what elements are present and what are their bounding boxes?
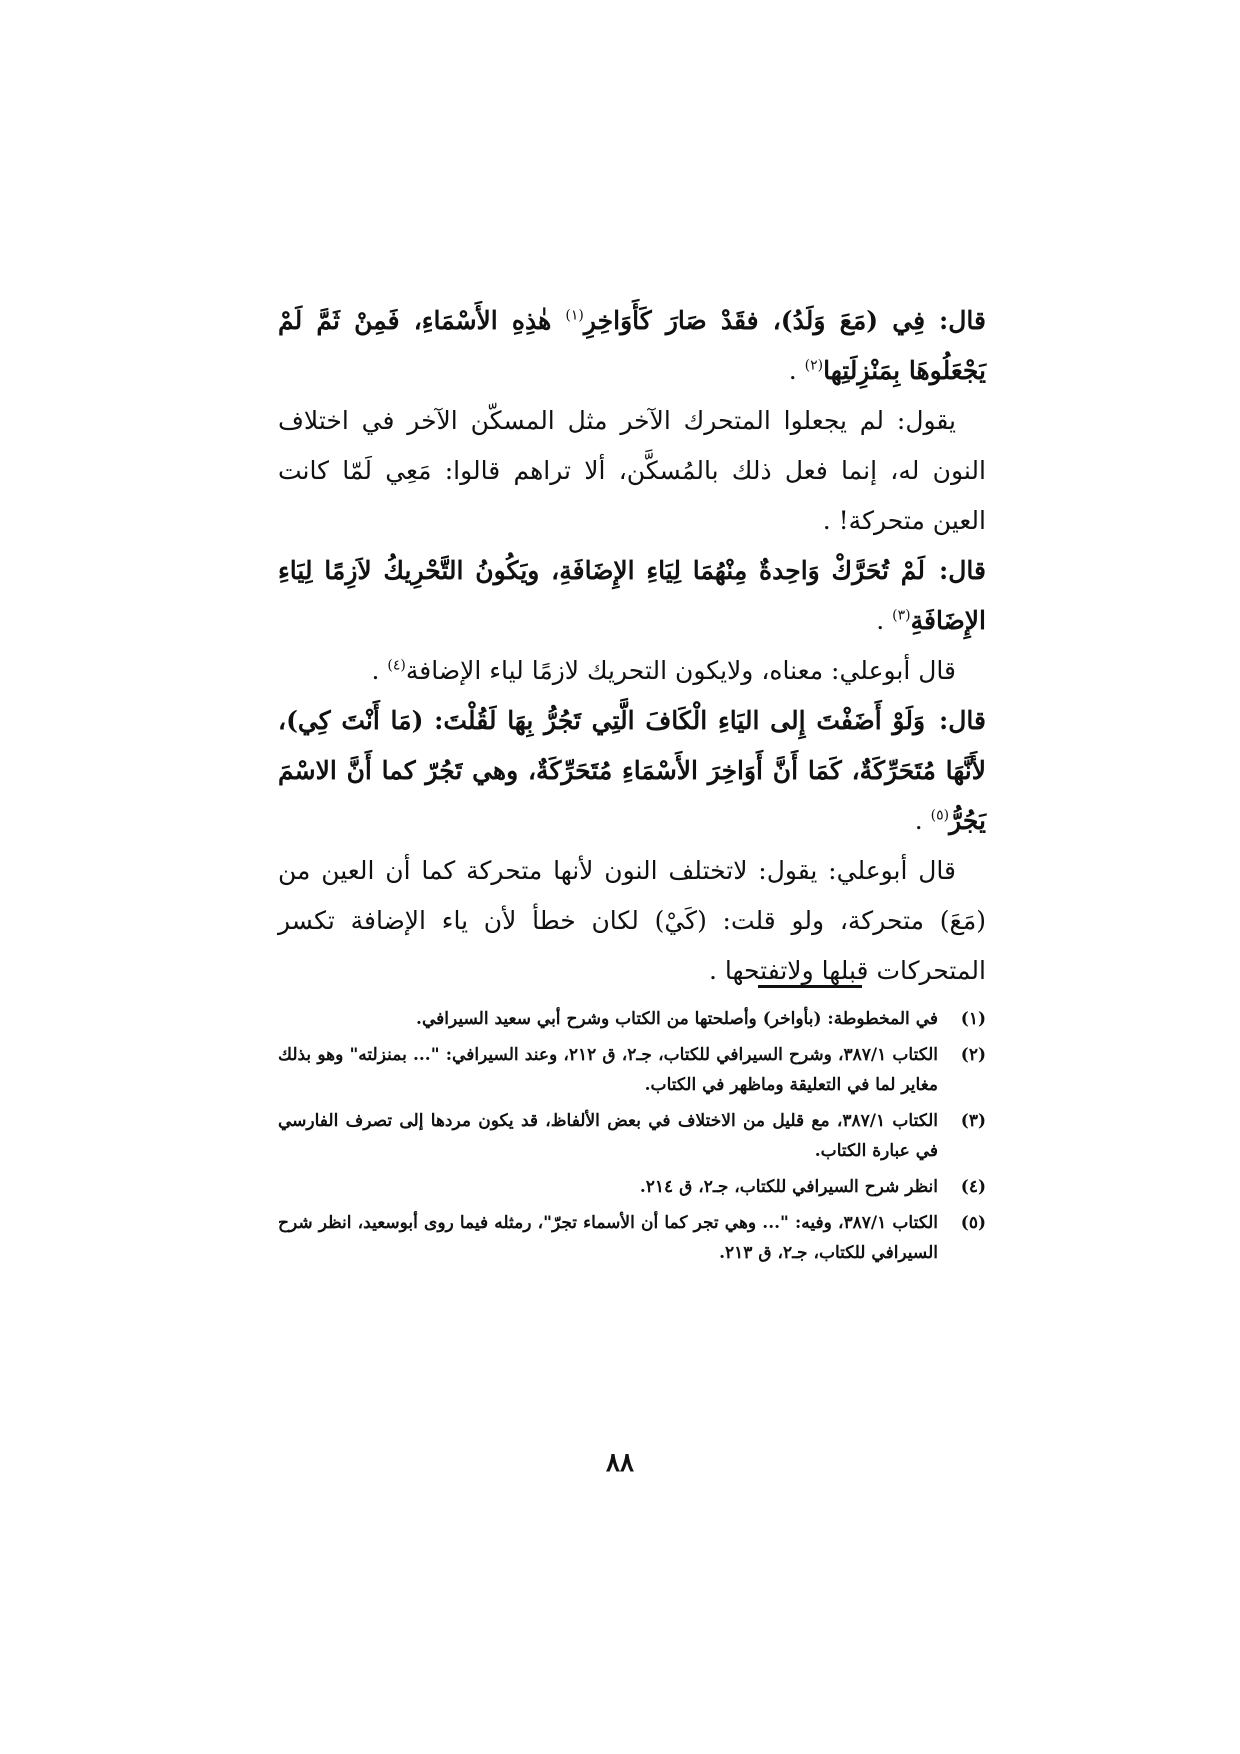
main-text (278, 296, 986, 996)
footnote-text: انظر شرح السيرافي للكتاب، جـ٢، ق ٢١٤. (639, 1177, 938, 1197)
quoted-text-continued: هٰذِهِ الأَسْمَاءِ، فَمِنْ ثَمَّ لَمْ يَجْعَلُوهَا بِمَنْزِلَتِها (278, 306, 986, 385)
footnote-ref-5: (٥) (930, 807, 950, 824)
commentary-text: قال أبوعلي: يقول: لاتختلف النون لأنها متحركة كما أن العين من (مَعَ) متحركة، ولو قلت: (كَيْ) لكان خطأ لأن ياء الإضافة تكسر المتحركات قبلها ولاتفتحها . (278, 856, 986, 985)
paragraph-1 (278, 296, 986, 396)
quoted-text: فِي (مَعَ وَلَدُ)، فقَدْ صَارَ كَأَوَاخِرِ (583, 306, 926, 335)
paragraph-2 (278, 396, 986, 546)
footnote-number: (١) (960, 1009, 986, 1029)
footnote-text: في المخطوطة: (بأواخر) وأصلحتها من الكتاب وشرح أبي سعيد السيرافي. (416, 1009, 938, 1029)
footnote-ref-3: (٣) (892, 607, 911, 624)
footnote-item (278, 1106, 986, 1166)
footnote-number: (٣) (960, 1111, 986, 1131)
qala-label: قال: (939, 706, 986, 735)
commentary-text: قال أبوعلي: معناه، ولايكون التحريك لازمًا لياء الإضافة (405, 656, 956, 685)
quoted-text: لَمْ تُحَرَّكْ وَاحِدةٌ مِنْهُمَا لِيَاءِ الإِضَافَةِ، ويَكُونُ التَّحْرِيكُ لاَزِمًا لِيَاءِ الإِضَافَةِ (278, 556, 986, 635)
footnote-number: (٤) (960, 1177, 986, 1197)
paragraph-6 (278, 846, 986, 996)
footnote-ref-2: (٢) (804, 357, 824, 374)
footnote-item (278, 1208, 986, 1268)
paragraph-end: . (914, 806, 931, 835)
paragraph-4 (278, 646, 986, 696)
footnote-separator (758, 985, 862, 988)
paragraph-5 (278, 696, 986, 846)
paragraph-end: . (876, 606, 893, 635)
footnote-ref-1: (١) (565, 307, 584, 324)
footnote-text: الكتاب ٣٨٧/١، وفيه: "... وهي تجر كما أن الأسماء تجرّ"، رمثله فيما روى أبوسعيد، انظر شرح السيرافي للكتاب، جـ٢، ق ٢١٣. (278, 1213, 938, 1263)
footnote-text: الكتاب ٣٨٧/١، مع قليل من الاختلاف في بعض الألفاظ، قد يكون مردها إلى تصرف الفارسي في عبارة الكتاب. (278, 1111, 939, 1161)
commentary-text: يقول: لم يجعلوا المتحرك الآخر مثل المسكّن الآخر في اختلاف النون له، إنما فعل ذلك بالمُسكَّن، ألا تراهم قالوا: مَعِي لَمّا كانت العين متحركة! . (278, 406, 986, 535)
quoted-text: وَلَوْ أَضَفْتَ إِلى اليَاءِ الْكَافَ الَّتِي تَجُرُّ بِهَا لَقُلْتَ: (مَا أَنْتَ كِي)، لأَنَّهَا مُتَحَرِّكَةٌ، كَمَا أَنَّ أَوَاخِرَ الأَسْمَاءِ مُتَحَرِّكَةٌ، وهي تَجُرّ كما أَنَّ الاسْمَ يَجُرُّ (278, 706, 987, 835)
qala-label: قال: (939, 556, 986, 585)
paragraph-3 (278, 546, 986, 646)
footnote-text: الكتاب ٣٨٧/١، وشرح السيرافي للكتاب، جـ٢، ق ٢١٢، وعند السيرافي: "... بمنزلته" وهو بذلك مغاير لما في التعليقة وماظهر في الكتاب. (278, 1045, 938, 1095)
footnote-item (278, 1172, 986, 1202)
qala-label: قال: (939, 306, 986, 335)
page-number: ٨٨ (606, 1448, 634, 1478)
footnote-item (278, 1004, 986, 1034)
paragraph-end: . (371, 656, 388, 685)
footnote-ref-4: (٤) (387, 657, 406, 674)
footnote-number: (٢) (960, 1045, 986, 1065)
footnote-item (278, 1040, 986, 1100)
paragraph-end: . (788, 356, 805, 385)
footnotes (278, 1004, 986, 1274)
footnote-number: (٥) (960, 1213, 986, 1233)
